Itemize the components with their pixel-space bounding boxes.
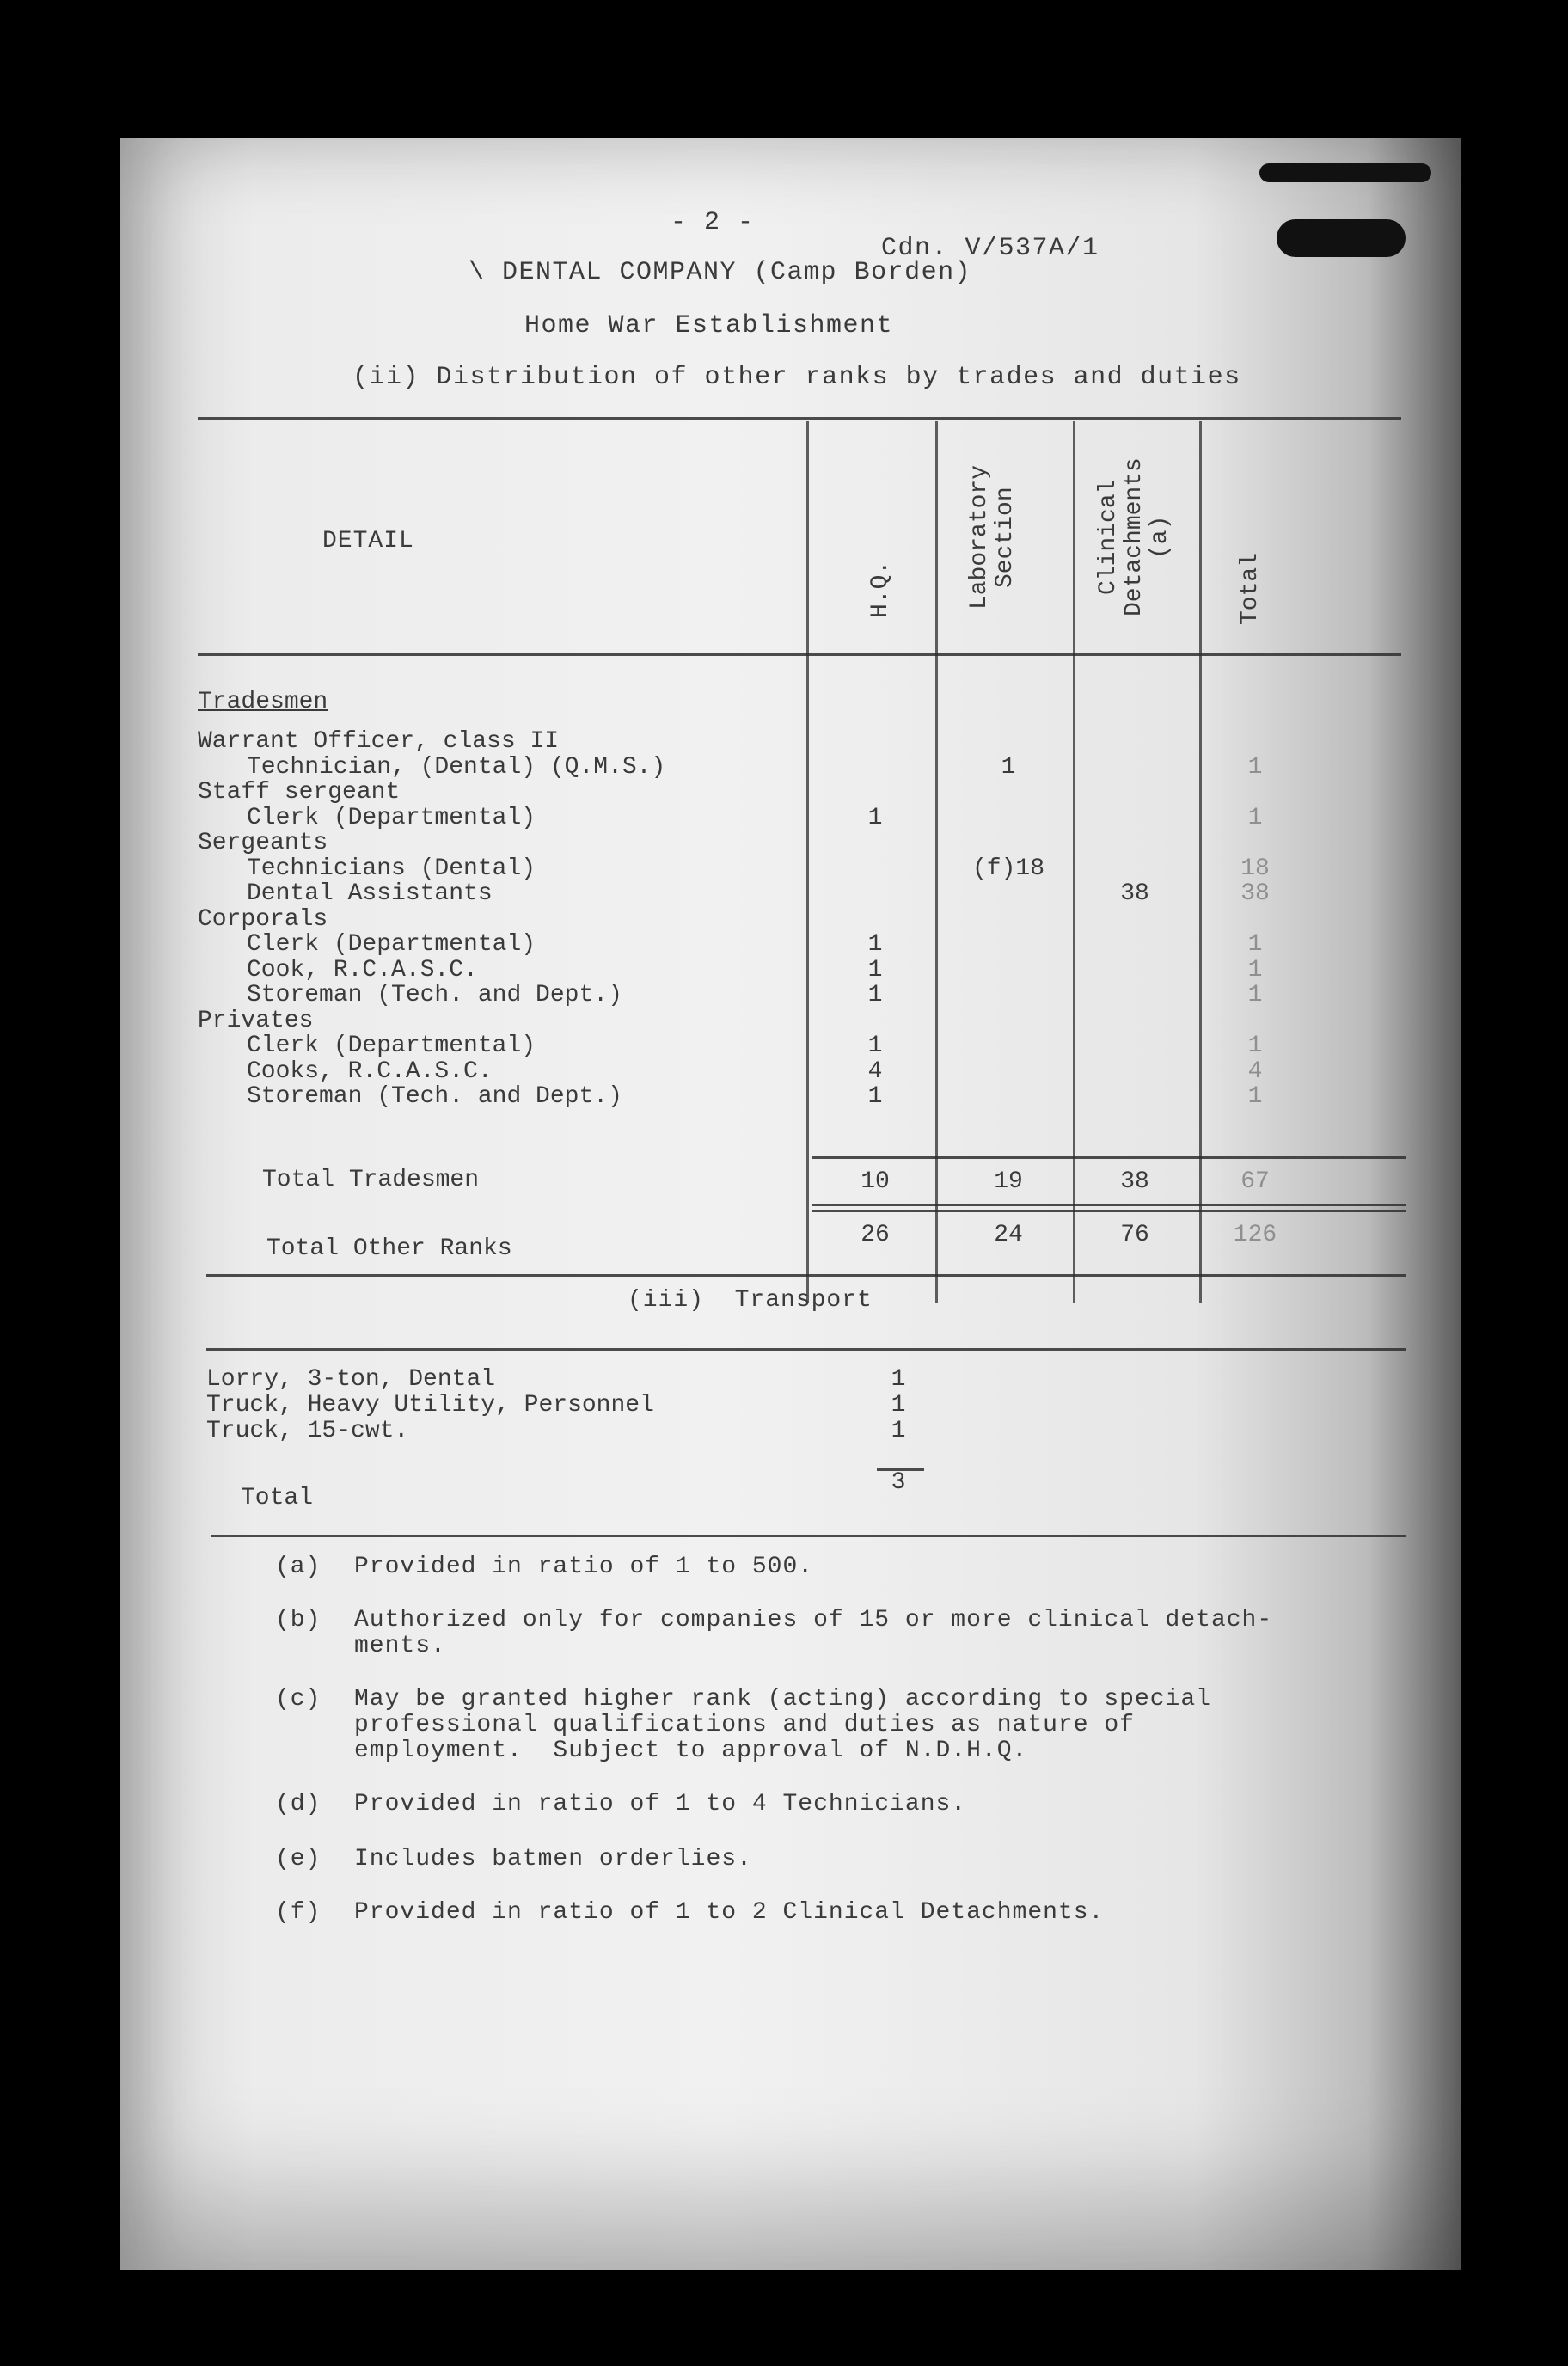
table-top-rule [198, 417, 1401, 420]
transport-row-label: Truck, Heavy Utility, Personnel [206, 1392, 654, 1419]
footnote-key: (d) [275, 1791, 322, 1817]
footnote-text: Authorized only for companies of 15 or more clinical detach- ments. [354, 1607, 1273, 1659]
transport-row-label: Truck, 15-cwt. [206, 1418, 409, 1444]
table-cell-hq: 4 [867, 1058, 883, 1085]
header-laboratory-section: Laboratory Section [966, 464, 1019, 610]
table-cell-total: 1 [1247, 1033, 1263, 1059]
footnote-key: (a) [275, 1554, 322, 1580]
footnote-text: May be granted higher rank (acting) according to special professional qualifications and duties as nature of employment. Subject to approval of N.D.H.Q. [354, 1686, 1211, 1764]
table-cell-total: 1 [1247, 754, 1263, 781]
footnote-key: (e) [275, 1846, 322, 1873]
table-cell-hq: 1 [867, 957, 883, 984]
table-row-label: Staff sergeant [198, 779, 401, 806]
table-row-label: Technician, (Dental) (Q.M.S.) [247, 754, 666, 781]
table-row-label: Storeman (Tech. and Dept.) [247, 1083, 622, 1110]
table-row-label: Clerk (Departmental) [247, 931, 536, 958]
group-tradesmen: Tradesmen [198, 689, 328, 715]
table-row-label: Cook, R.C.A.S.C. [247, 957, 478, 984]
header-detail: DETAIL [322, 528, 414, 555]
transport-bottom-rule [211, 1535, 1406, 1537]
footnote-text: Provided in ratio of 1 to 500. [354, 1554, 814, 1580]
header-clinical-detachments: Clinical Detachments (a) [1095, 457, 1173, 617]
total-tradesmen-double-rule [812, 1210, 1406, 1212]
table-cell-hq: 1 [867, 1083, 883, 1110]
footnote-key: (c) [275, 1686, 322, 1713]
document-title: \ DENTAL COMPANY (Camp Borden) [469, 258, 972, 287]
table-cell-hq: 1 [867, 931, 883, 958]
table-cell-total: 38 [1240, 880, 1270, 907]
footnote-key: (f) [275, 1899, 322, 1926]
transport-total-label: Total [241, 1485, 314, 1511]
table-cell-total: 18 [1240, 855, 1270, 882]
table-cell-total: 1 [1247, 805, 1263, 831]
table-row-label: Sergeants [198, 830, 328, 856]
total-tradesmen-total: 67 [1240, 1168, 1270, 1195]
total-other-ranks-total: 126 [1233, 1222, 1277, 1248]
table-cell-total: 1 [1247, 1083, 1263, 1110]
table-cell-clin: 38 [1120, 880, 1149, 907]
table-cell-total: 1 [1247, 931, 1263, 958]
table-cell-hq: 1 [867, 1033, 883, 1059]
transport-row-label: Lorry, 3-ton, Dental [206, 1366, 496, 1393]
header-hq: H.Q. [867, 560, 894, 618]
table-cell-hq: 1 [867, 982, 883, 1008]
total-tradesmen-hq: 10 [861, 1168, 890, 1195]
table-cell-total: 1 [1247, 982, 1263, 1008]
header-total: Total [1237, 553, 1264, 626]
total-tradesmen-clinical: 38 [1120, 1168, 1149, 1195]
page-number: - 2 - [671, 208, 755, 237]
total-other-ranks-clinical: 76 [1120, 1222, 1149, 1248]
footnote-text: Includes batmen orderlies. [354, 1846, 752, 1873]
total-other-ranks-label: Total Other Ranks [266, 1235, 512, 1262]
table-cell-total: 4 [1247, 1058, 1263, 1085]
transport-top-rule [206, 1348, 1406, 1351]
total-other-ranks-lab: 24 [994, 1222, 1023, 1248]
transport-total-value: 3 [891, 1469, 906, 1496]
binding-tape-top [1259, 163, 1431, 182]
table-bottom-rule [206, 1274, 1406, 1277]
table-cell-lab: 1 [1001, 754, 1016, 781]
footnote-text: Provided in ratio of 1 to 4 Technicians. [354, 1791, 967, 1817]
transport-row-value: 1 [891, 1366, 906, 1393]
total-tradesmen-top-rule [812, 1156, 1406, 1159]
table-row-label: Warrant Officer, class II [198, 728, 560, 755]
total-tradesmen-label: Total Tradesmen [262, 1167, 480, 1193]
col-divider-lab [935, 421, 938, 1303]
col-divider-total [1199, 421, 1202, 1303]
col-divider-hq [806, 421, 809, 1303]
table-row-label: Clerk (Departmental) [247, 805, 536, 831]
table-row-label: Dental Assistants [247, 880, 493, 907]
col-divider-clinical [1073, 421, 1075, 1303]
document-subtitle: Home War Establishment [524, 311, 894, 340]
transport-row-value: 1 [891, 1392, 906, 1419]
section-iii-heading: (iii) Transport [628, 1287, 873, 1314]
reference-number: Cdn. V/537A/1 [881, 234, 1099, 263]
table-row-label: Technicians (Dental) [247, 855, 536, 882]
binding-tape-bottom [1277, 219, 1406, 257]
table-cell-total: 1 [1247, 957, 1263, 984]
document-page [120, 138, 1461, 2270]
table-row-label: Privates [198, 1008, 314, 1034]
table-row-label: Corporals [198, 906, 328, 933]
total-tradesmen-lab: 19 [994, 1168, 1023, 1195]
footnote-text: Provided in ratio of 1 to 2 Clinical Detachments. [354, 1899, 1105, 1926]
section-ii-heading: (ii) Distribution of other ranks by trades and duties [352, 363, 1241, 392]
header-bottom-rule [198, 653, 1401, 656]
table-cell-lab: (f)18 [971, 855, 1044, 882]
table-row-label: Storeman (Tech. and Dept.) [247, 982, 622, 1008]
total-tradesmen-bottom-rule [812, 1204, 1406, 1206]
table-cell-hq: 1 [867, 805, 883, 831]
total-other-ranks-hq: 26 [861, 1222, 890, 1248]
table-row-label: Clerk (Departmental) [247, 1033, 536, 1059]
footnote-key: (b) [275, 1607, 322, 1634]
table-row-label: Cooks, R.C.A.S.C. [247, 1058, 493, 1085]
transport-row-value: 1 [891, 1418, 906, 1444]
